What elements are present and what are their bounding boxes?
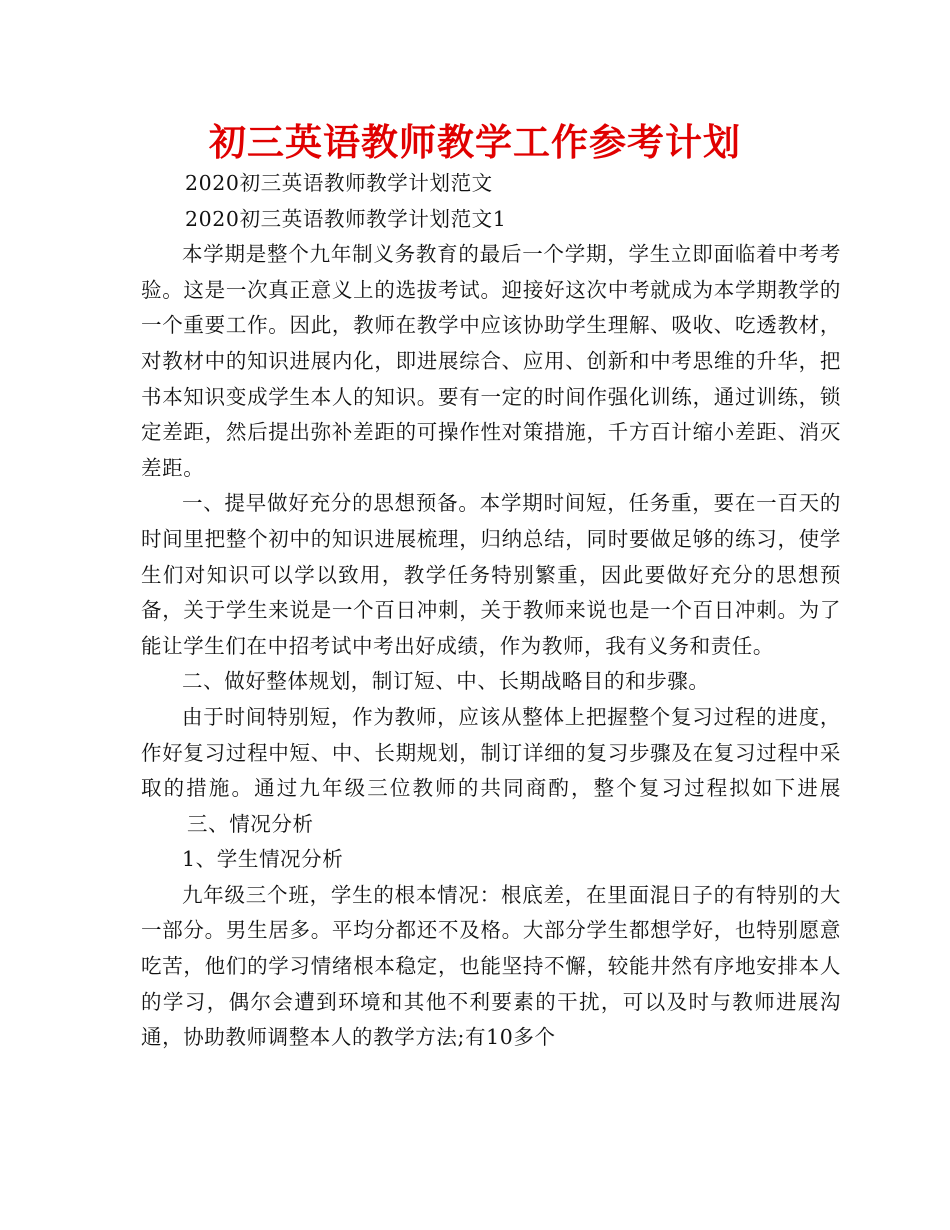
subsection-heading-1: 1、学生情况分析: [182, 847, 344, 872]
paragraph-intro: 本学期是整个九年制义务教育的最后一个学期，学生立即面临着中考考验。这是一次真正意义上的选拔考试。迎接好这次中考就成为本学期教学的一个重要工作。因此，教师在教学中应该协助学生理解、吸收、吃透教材，对教材中的知识进展内化，即进展综合、应用、创新和中考思维的升华，把书本知识变成学生本人的知识。要有一定的时间作强化训练，通过训练，锁定差距，然后提出弥补差距的可操作性对策措施，千方百计缩小差距、消灭差距。: [141, 242, 841, 480]
paragraph-student-analysis: 九年级三个班，学生的根本情况：根底差，在里面混日子的有特别的大一部分。男生居多。平均分都还不及格。大部分学生都想学好，也特别愿意吃苦，他们的学习情绪根本稳定，也能坚持不懈，较能井然有序地安排本人的学习，偶尔会遭到环境和其他不利要素的干扰，可以及时与教师进展沟通，协助教师调整本人的教学方法;有10多个: [141, 882, 841, 1050]
paragraph-section-2-text: 由于时间特别短，作为教师，应该从整体上把握整个复习过程的进度，作好复习过程中短、中、长期规划，制订详细的复习步骤及在复习过程中采取的措施。通过九年级三位教师的共同商酌，整个复习过程拟如下进展: [141, 704, 841, 801]
subtitle-line-2: 2020初三英语教师教学计划范文1: [185, 206, 507, 231]
page-title: 初三英语教师教学工作参考计划: [209, 121, 741, 164]
paragraph-section-1: 一、提早做好充分的思想预备。本学期时间短，任务重，要在一百天的时间里把整个初中的知识进展梳理，归纳总结，同时要做足够的练习，使学生们对知识可以学以致用，教学任务特别繁重，因此要做好充分的思想预备，关于学生来说是一个百日冲刺，关于教师来说也是一个百日冲刺。为了能让学生们在中招考试中考出好成绩，作为教师，我有义务和责任。: [141, 491, 841, 658]
section-heading-3: 三、情况分析: [187, 811, 314, 836]
document-body: [141, 166, 841, 1056]
section-heading-2: 二、做好整体规划，制订短、中、长期战略目的和步骤。: [182, 669, 710, 694]
subtitle-line-1: 2020初三英语教师教学计划范文: [185, 171, 493, 195]
paragraph-section-2: [141, 700, 841, 842]
